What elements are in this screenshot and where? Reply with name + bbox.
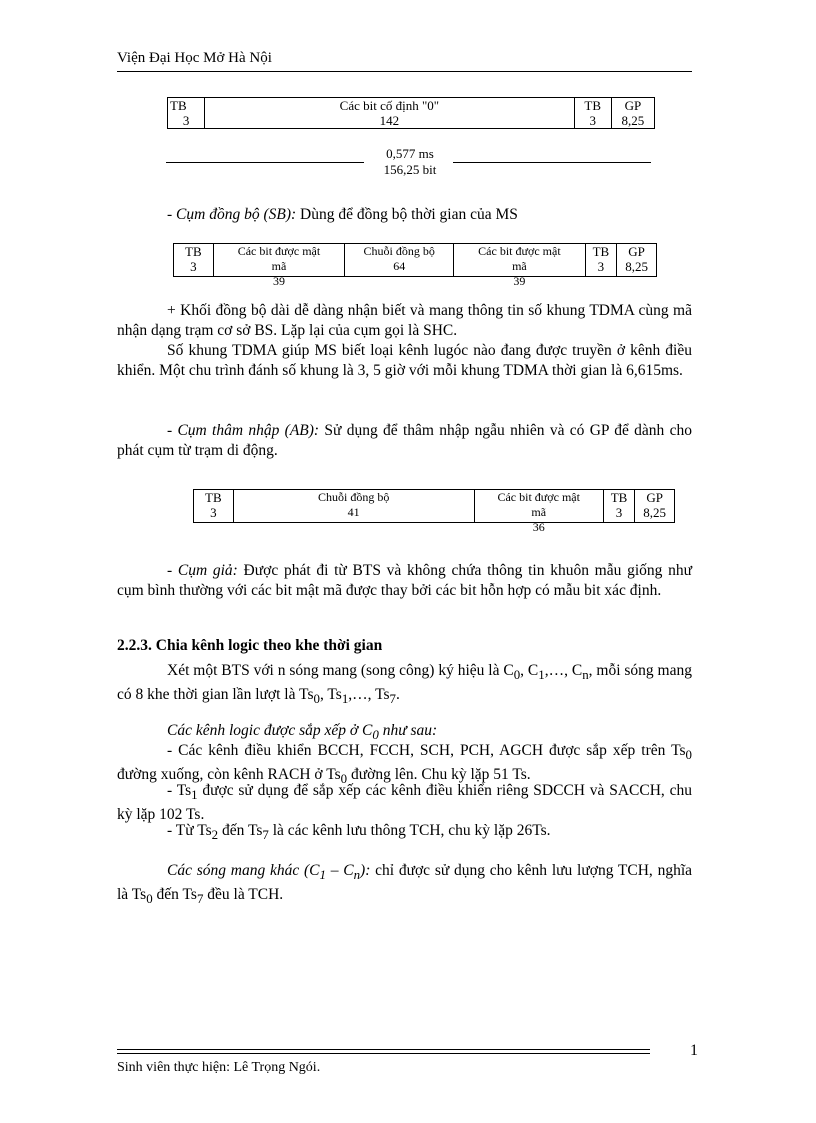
text: được sử dụng để sắp xếp các kênh điều khiển riêng SDCCH và SACCH, chu kỳ lặp 102 Ts.	[117, 782, 692, 824]
cell-line: GP	[628, 244, 645, 259]
ab-term: - Cụm thâm nhập (AB):	[167, 422, 320, 439]
cell-line: 41	[347, 505, 360, 519]
text: , C	[520, 662, 539, 679]
footer-divider	[117, 1049, 650, 1050]
cell-line: 8,25	[621, 113, 645, 128]
sync-sequence-cell	[233, 490, 474, 523]
text: là các kênh lưu thông TCH, chu kỳ lặp 26Ts.	[268, 822, 551, 839]
cell-line: Các bit được mật	[497, 490, 580, 504]
text: Xét một BTS với n sóng mang (song công) ký hiệu là C	[167, 662, 514, 679]
text: ,…, Ts	[348, 686, 390, 704]
ab-desc: Sử dụng để thâm nhập ngẫu nhiên và có GP để dành cho phát cụm từ trạm di động.	[117, 422, 692, 459]
cell-line: 3	[190, 259, 197, 274]
gp-cell	[617, 244, 657, 277]
subscript: n	[353, 867, 361, 883]
subscript: 0	[146, 891, 153, 907]
cell-line: 142	[379, 113, 400, 128]
cell-line: 39	[272, 274, 285, 288]
subscript: 1	[538, 667, 545, 683]
subscript: 0	[513, 667, 521, 683]
frame-number-paragraph: Số khung TDMA giúp MS biết loại kênh lugóc nào đang được truyền ở kênh điều khiển. Một chu trình đánh số khung là 3, 5 giờ với mỗi khung TDMA thời gian là 6,615ms.	[117, 342, 692, 379]
other-carriers-term	[167, 862, 371, 883]
tb-cell	[603, 490, 635, 523]
cell-line: GP	[646, 490, 663, 505]
duration-time: 0,577 ms	[386, 146, 434, 161]
cell-line: 39	[513, 274, 526, 288]
text: - Từ Ts	[167, 822, 212, 839]
subscript: 0	[313, 691, 320, 707]
duration-line-right	[453, 162, 651, 163]
sb-desc: Dùng để đồng bộ thời gian của MS	[296, 206, 518, 223]
subscript: 0	[340, 771, 348, 787]
cell-line: 8,25	[643, 505, 667, 520]
text: ,…, C	[544, 662, 583, 679]
other-carriers-paragraph	[117, 861, 692, 909]
cell-line: GP	[624, 98, 642, 113]
dummy-burst-paragraph	[117, 561, 692, 601]
footer-author: Sinh viên thực hiện: Lê Trọng Ngói.	[117, 1060, 321, 1075]
tb-cell	[574, 98, 611, 129]
text: Các sóng mang khác (C	[167, 862, 320, 879]
text: đến Ts	[152, 886, 197, 904]
cell-line: TB	[185, 244, 202, 259]
tb-cell	[585, 244, 617, 277]
encrypted-bits-cell	[474, 490, 603, 534]
subscript: 0	[685, 747, 692, 763]
text: - Các kênh điều khiển BCCH, FCCH, SCH, PCH, AGCH được sắp xếp trên Ts	[167, 742, 686, 759]
normal-burst-table	[167, 97, 655, 129]
text: đến Ts	[218, 822, 263, 839]
text: như sau:	[378, 722, 438, 739]
gp-cell	[611, 98, 654, 129]
text: .	[396, 686, 400, 704]
cell-line: 3	[182, 113, 190, 128]
tb-cell	[194, 490, 234, 523]
sb-description	[167, 205, 697, 225]
cell-line: TB	[205, 490, 222, 505]
cell-line: Các bit được mật	[237, 244, 321, 258]
cell-line: 3	[597, 259, 605, 274]
cell-line: Các bit được mật	[478, 244, 561, 258]
page-number: 1	[690, 1042, 698, 1059]
subscript: 7	[196, 891, 204, 907]
subscript: 7	[262, 827, 269, 843]
dummy-term: - Cụm giả:	[167, 562, 238, 579]
encrypted-bits-cell	[454, 244, 585, 288]
cell-line: mã	[271, 259, 287, 273]
cell-line: mã	[531, 505, 547, 519]
subscript: 1	[319, 867, 326, 883]
sb-term: - Cụm đồng bộ (SB):	[167, 206, 297, 223]
cell-line: 36	[532, 520, 545, 534]
sync-sequence-cell	[345, 244, 454, 277]
sync-burst-table	[173, 243, 657, 288]
sync-block-paragraph: + Khối đồng bộ dài dễ dàng nhận biết và mang thông tin số khung TDMA cùng mã nhận dạng trạm cơ sở BS. Lặp lại của cụm gọi là SHC.	[117, 302, 692, 339]
cell-line: 64	[393, 259, 406, 273]
header-divider	[117, 71, 692, 72]
fixed-bits-cell	[205, 98, 575, 129]
gp-cell	[635, 490, 675, 523]
subscript: 1	[191, 787, 198, 803]
cell-line: 8,25	[625, 259, 648, 274]
text: đường lên. Chu kỳ lặp 51 Ts.	[347, 766, 531, 784]
access-burst-table	[193, 489, 675, 534]
subscript: 1	[341, 691, 349, 707]
text: Các kênh logic được sắp xếp ở C	[167, 722, 373, 739]
cell-line: TB	[610, 490, 628, 505]
subscript: n	[582, 667, 589, 683]
cell-line: Chuỗi đồng bộ	[317, 490, 390, 504]
text: đều là TCH.	[203, 886, 284, 904]
cell-line: Chuỗi đồng bộ	[363, 244, 435, 258]
encrypted-bits-cell	[213, 244, 344, 288]
text: đường xuống, còn kênh RACH ở Ts	[117, 766, 341, 784]
subscript: 0	[372, 727, 379, 743]
footer-divider	[117, 1053, 650, 1054]
ab-description	[117, 421, 692, 461]
cell-line: TB	[584, 98, 602, 113]
cell-line: TB	[592, 244, 610, 259]
page-header: Viện Đại Học Mở Hà Nội	[117, 50, 272, 66]
duration-bits: 156,25 bit	[383, 162, 437, 177]
text: chỉ được sử dụng cho kênh lưu lượng TCH, nghĩa là Ts	[117, 862, 693, 904]
bts-paragraph	[117, 661, 692, 709]
text: , Ts	[319, 686, 342, 704]
subscript: 2	[211, 827, 219, 843]
duration-line-left	[166, 162, 364, 163]
bullet-ts1	[117, 781, 692, 825]
cell-line: Các bit cố định "0"	[339, 98, 440, 113]
text: - Ts	[167, 782, 192, 799]
cell-line: mã	[512, 259, 527, 273]
dummy-desc: Được phát đi từ BTS và không chứa thông tin khuôn mẫu giống như cụm bình thường với các bit mật mã được thay bởi các bit hỗn hợp có mẫu bit xác định.	[117, 562, 692, 599]
text: , mỗi sóng mang có 8 khe thời gian lần lượt là Ts	[117, 662, 692, 704]
bullet-ts2-ts7	[117, 821, 692, 845]
cell-line: TB	[170, 98, 187, 113]
subscript: 7	[389, 691, 396, 707]
cell-line: 3	[210, 505, 217, 520]
cell-line: 3	[615, 505, 623, 520]
tb-cell	[174, 244, 214, 277]
tb-cell	[168, 98, 205, 129]
section-heading: 2.2.3. Chia kênh logic theo khe thời gian	[117, 637, 383, 654]
text: – C	[325, 862, 354, 879]
text: ):	[360, 862, 371, 879]
cell-line: 3	[589, 113, 596, 128]
